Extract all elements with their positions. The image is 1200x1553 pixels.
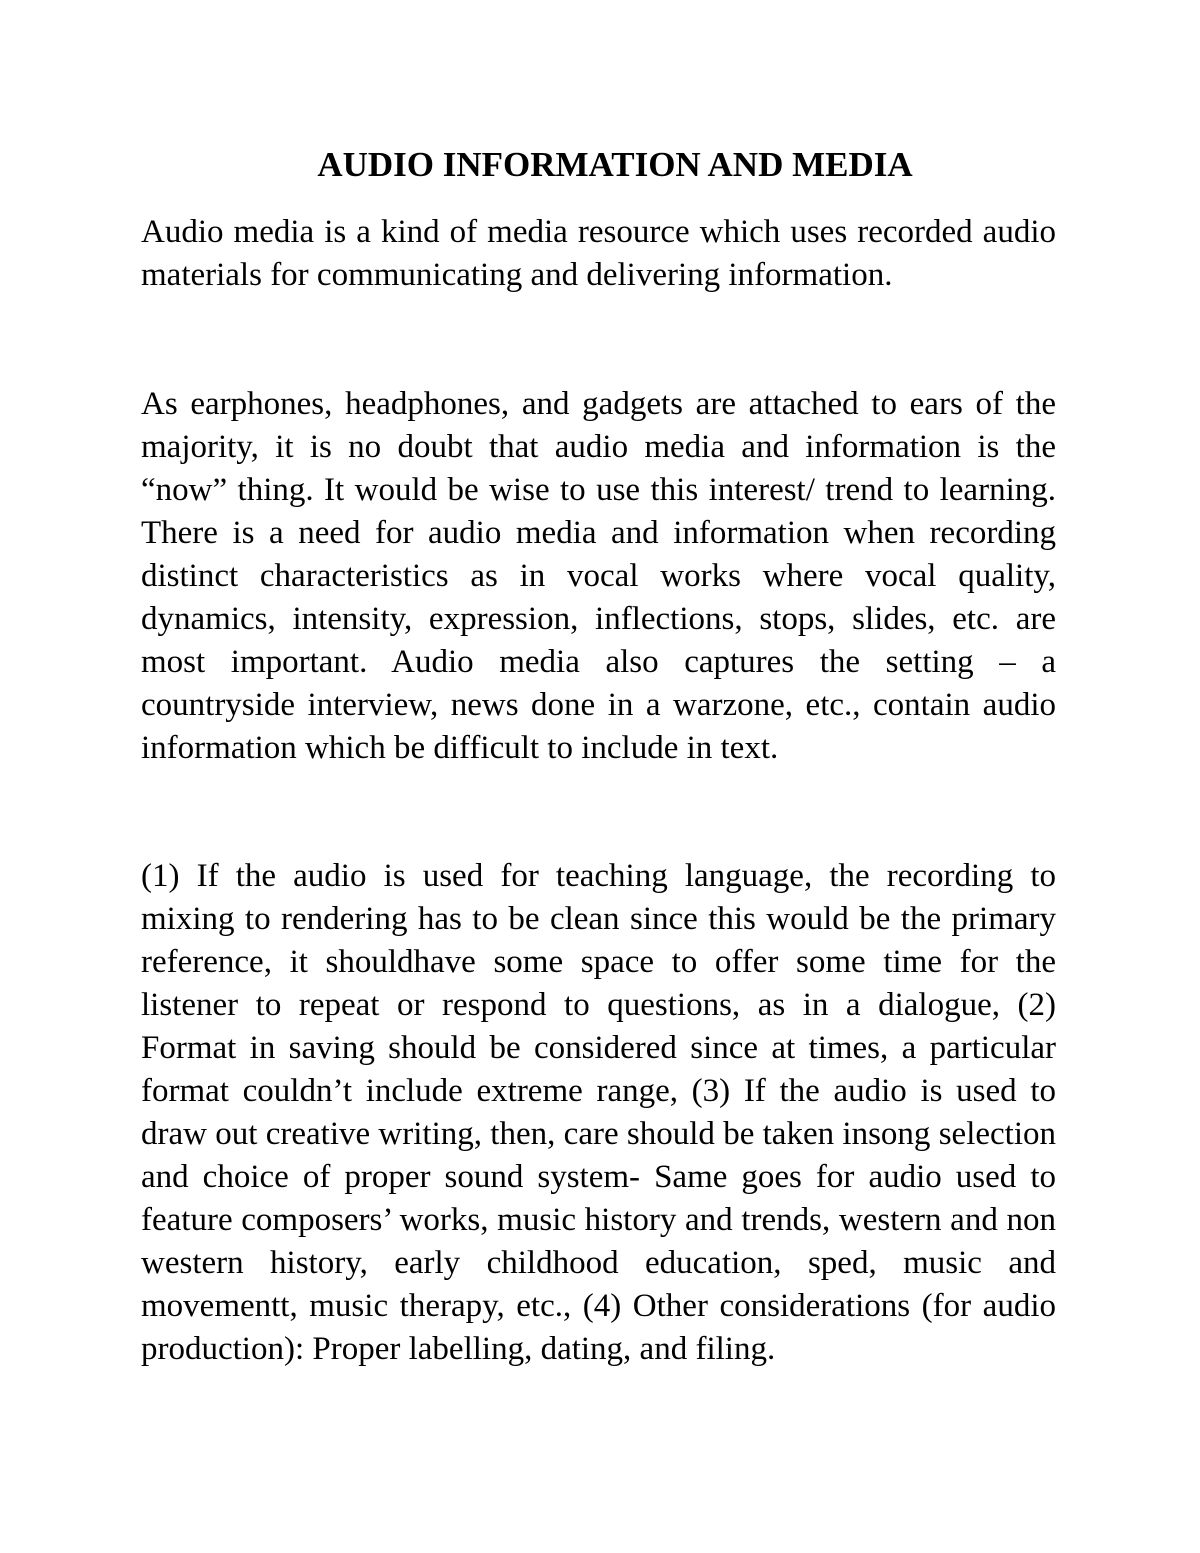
paragraph-considerations: (1) If the audio is used for teaching language, the recording to mixing to rendering has to be clean since this would be the primary reference, it shouldhave some space to offer some time for the listener to repeat or respond to questions, as in a dialogue, (2) Format in saving should be considered since at times, a particular format couldn’t include extreme range, (3) If the audio is used to draw out creative writing, then, care should be taken insong selection and choice of proper sound system- Same goes for audio used to feature composers’ works, music history and trends, western and non western history, early childhood education, sped, music and movementt, music therapy, etc., (4) Other considerations (for audio production): Proper labelling, dating, and filing. — [141, 858, 1056, 1367]
document-title: AUDIO INFORMATION AND MEDIA — [317, 145, 913, 184]
paragraph-audio-trend: As earphones, headphones, and gadgets are attached to ears of the majority, it is no doubt that audio media and information is the “now” thing. It would be wise to use this interest/ trend to learning. There is a need for audio media and information when recording distinct characteristics as in vocal works where vocal quality, dynamics, intensity, expression, inflections, stops, slides, etc. are most important. Audio media also captures the setting – a countryside interview, news done in a warzone, etc., contain audio information which be difficult to include in text. — [141, 386, 1056, 766]
paragraph-definition: Audio media is a kind of media resource which uses recorded audio materials for communicating and delivering information. — [141, 214, 1056, 293]
